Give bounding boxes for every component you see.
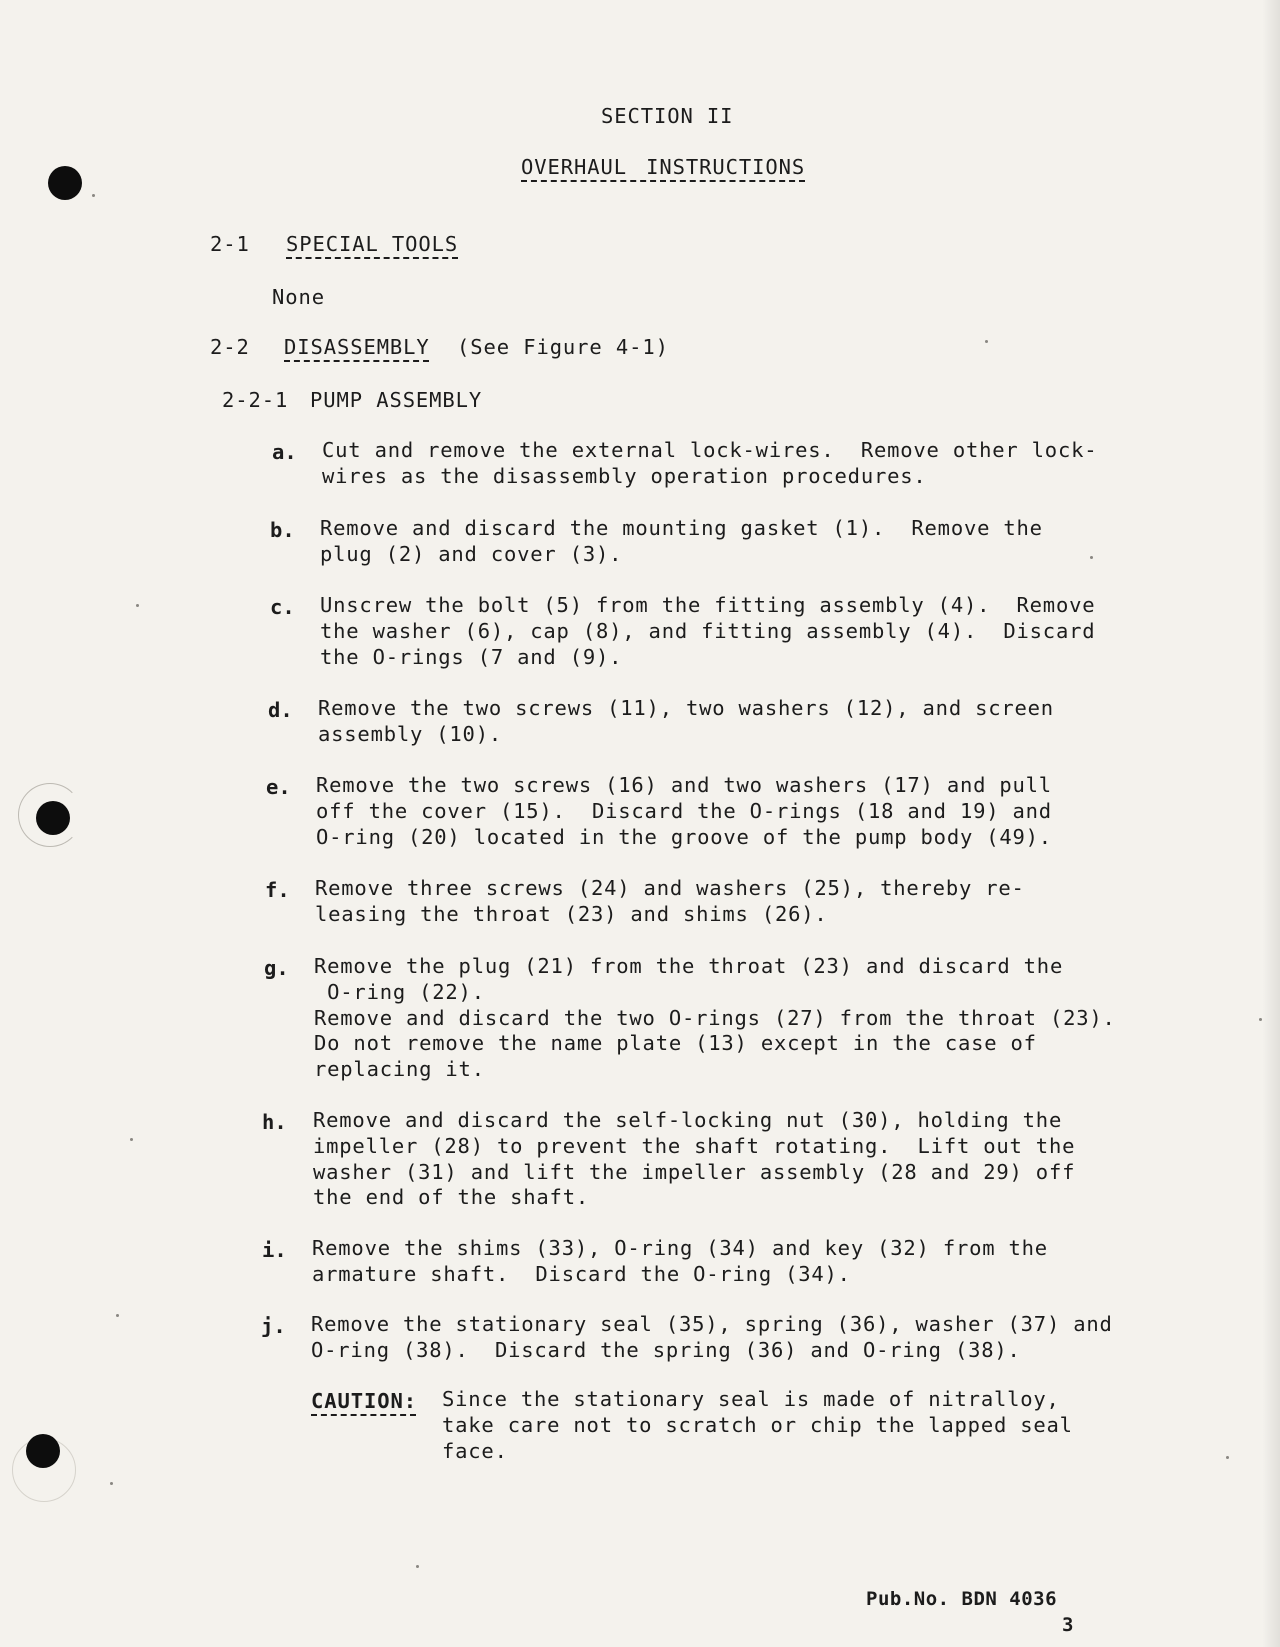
page-edge-shadow (1262, 0, 1280, 1647)
scan-speck (110, 1482, 113, 1485)
step-g-text: Remove the plug (21) from the throat (23) and discard the O-ring (22). Remove and discard the two O-rings (27) from the throat (23). Do not remove the name plate (13) except in the case of replacing it. (314, 954, 1116, 1082)
step-i-letter: i. (262, 1238, 287, 1262)
pump-assembly-heading: PUMP ASSEMBLY (310, 388, 483, 412)
scan-speck (136, 604, 139, 607)
special-tools-heading: SPECIAL TOOLS (286, 232, 459, 256)
caution-text: Since the stationary seal is made of nitralloy, take care not to scratch or chip the lapped seal face. (442, 1387, 1073, 1463)
section-2-1-number: 2-1 (210, 232, 250, 256)
step-h-letter: h. (262, 1110, 287, 1134)
section-2-2-number: 2-2 (210, 335, 250, 359)
step-d-text: Remove the two screws (11), two washers (12), and screen assembly (10). (318, 696, 1054, 746)
step-d-letter: d. (268, 698, 293, 722)
section-title: SECTION II (601, 104, 734, 128)
step-g-letter: g. (264, 956, 289, 980)
overhaul-instructions-heading: OVERHAUL INSTRUCTIONS (521, 155, 806, 179)
step-j-letter: j. (261, 1314, 286, 1338)
step-e-text: Remove the two screws (16) and two washers (17) and pull off the cover (15). Discard the O-rings (18 and 19) and O-ring (20) located in the groove of the pump body (49). (316, 773, 1052, 849)
step-e-letter: e. (266, 775, 291, 799)
step-i-text: Remove the shims (33), O-ring (34) and key (32) from the armature shaft. Discard the O-ring (34). (312, 1236, 1048, 1286)
step-h-text: Remove and discard the self-locking nut (30), holding the impeller (28) to prevent the shaft rotating. Lift out the washer (31) and lift the impeller assembly (28 and 29) off the end of the shaft. (313, 1108, 1076, 1210)
scan-speck (130, 1138, 133, 1141)
step-c-text: Unscrew the bolt (5) from the fitting assembly (4). Remove the washer (6), cap (8), and fitting assembly (4). Discard the O-rings (7 and (9). (320, 593, 1096, 669)
step-f-letter: f. (265, 878, 290, 902)
special-tools-none: None (272, 285, 325, 309)
scan-speck (116, 1314, 119, 1317)
disassembly-figure-ref: (See Figure 4-1) (457, 335, 669, 359)
step-a-text: Cut and remove the external lock-wires. Remove other lock- wires as the disassembly operation procedures. (322, 438, 1098, 488)
scan-speck (985, 340, 988, 343)
step-c-letter: c. (270, 595, 295, 619)
scan-speck (1226, 1456, 1229, 1459)
section-2-2-1-number: 2-2-1 (222, 388, 289, 412)
scan-speck (92, 194, 95, 197)
binder-hole-bottom (26, 1434, 60, 1468)
publication-number: Pub.No. BDN 4036 (866, 1588, 1058, 1610)
step-b-letter: b. (270, 518, 295, 542)
step-j-text: Remove the stationary seal (35), spring (36), washer (37) and O-ring (38). Discard the spring (36) and O-ring (38). (311, 1312, 1113, 1362)
scan-speck (1090, 556, 1093, 559)
step-b-text: Remove and discard the mounting gasket (1). Remove the plug (2) and cover (3). (320, 516, 1043, 566)
disassembly-heading: DISASSEMBLY (284, 335, 430, 359)
step-f-text: Remove three screws (24) and washers (25), thereby re- leasing the throat (23) and shims (26). (315, 876, 1025, 926)
binder-hole-middle (36, 801, 70, 835)
scan-speck (1259, 1018, 1262, 1021)
binder-hole-top (48, 166, 82, 200)
page-number: 3 (1062, 1614, 1074, 1636)
caution-label: CAUTION: (311, 1389, 417, 1413)
step-a-letter: a. (272, 440, 297, 464)
scan-speck (416, 1565, 419, 1568)
